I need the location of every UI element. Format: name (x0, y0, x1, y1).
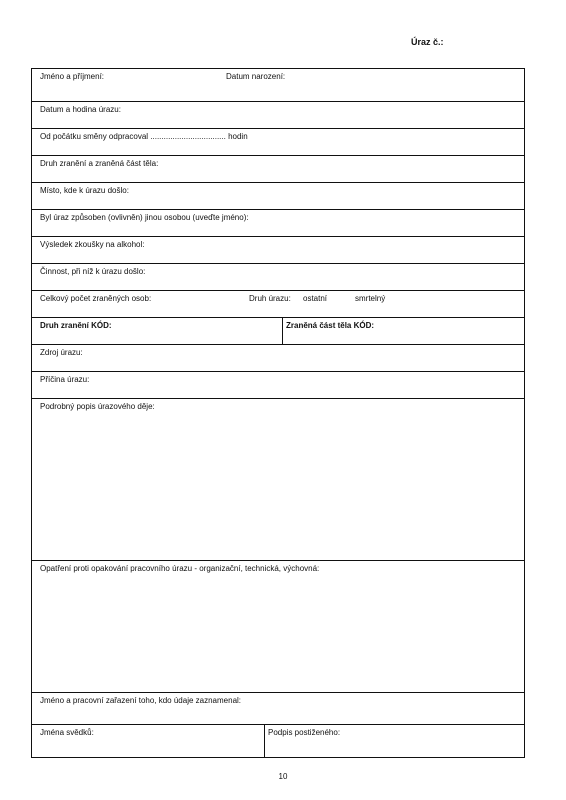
injury-code-label: Druh zranění KÓD: (40, 321, 112, 330)
accident-type-fatal[interactable]: smrtelný (355, 294, 386, 303)
shift-worked-label: Od počátku směny odpracoval .................................. hodin (40, 132, 248, 141)
accident-number-label: Úraz č.: (411, 37, 444, 47)
name-label: Jméno a příjmení: (40, 72, 105, 81)
row-location[interactable] (32, 183, 524, 210)
date-time-label: Datum a hodina úrazu: (40, 105, 121, 114)
source-label: Zdroj úrazu: (40, 348, 83, 357)
page-number: 10 (278, 772, 288, 781)
accident-type-label: Druh úrazu: (249, 294, 291, 303)
witnesses-label: Jména svědků: (40, 728, 94, 737)
row-total-injured[interactable] (32, 291, 524, 318)
accident-record-form (31, 68, 525, 758)
measures-label: Opatření proti opakování pracovního úrazu - organizační, technická, výchovná: (40, 564, 320, 573)
recorder-label: Jméno a pracovní zařazení toho, kdo údaje zaznamenal: (40, 696, 242, 705)
row-description[interactable] (32, 399, 524, 561)
row-activity[interactable] (32, 264, 524, 291)
activity-label: Činnost, při níž k úrazu došlo: (40, 267, 146, 276)
accident-type-other[interactable]: ostatní (303, 294, 328, 303)
row-alcohol[interactable] (32, 237, 524, 264)
row-measures[interactable] (32, 561, 524, 693)
location-label: Místo, kde k úrazu došlo: (40, 186, 129, 195)
codes-divider (282, 318, 283, 344)
birth-date-label: Datum narození: (226, 72, 286, 81)
row-cause[interactable] (32, 372, 524, 399)
injury-type-label: Druh zranění a zraněná část těla: (40, 159, 159, 168)
row-date-time[interactable] (32, 102, 524, 129)
row-injury-type[interactable] (32, 156, 524, 183)
caused-by-label: Byl úraz způsoben (ovlivněn) jinou osobou (uveďte jméno): (40, 213, 249, 222)
row-shift-worked[interactable] (32, 129, 524, 156)
body-part-code-label: Zraněná část těla KÓD: (286, 321, 375, 330)
signature-label: Podpis postiženého: (268, 728, 341, 737)
row-source[interactable] (32, 345, 524, 372)
witnesses-divider (264, 725, 265, 757)
alcohol-label: Výsledek zkoušky na alkohol: (40, 240, 145, 249)
total-injured-label: Celkový počet zraněných osob: (40, 294, 152, 303)
row-recorder[interactable] (32, 693, 524, 725)
description-label: Podrobný popis úrazového děje: (40, 402, 155, 411)
cause-label: Příčina úrazu: (40, 375, 90, 384)
row-codes (32, 318, 524, 345)
row-name[interactable] (32, 69, 524, 102)
row-witnesses-signature (32, 725, 524, 757)
row-caused-by[interactable] (32, 210, 524, 237)
